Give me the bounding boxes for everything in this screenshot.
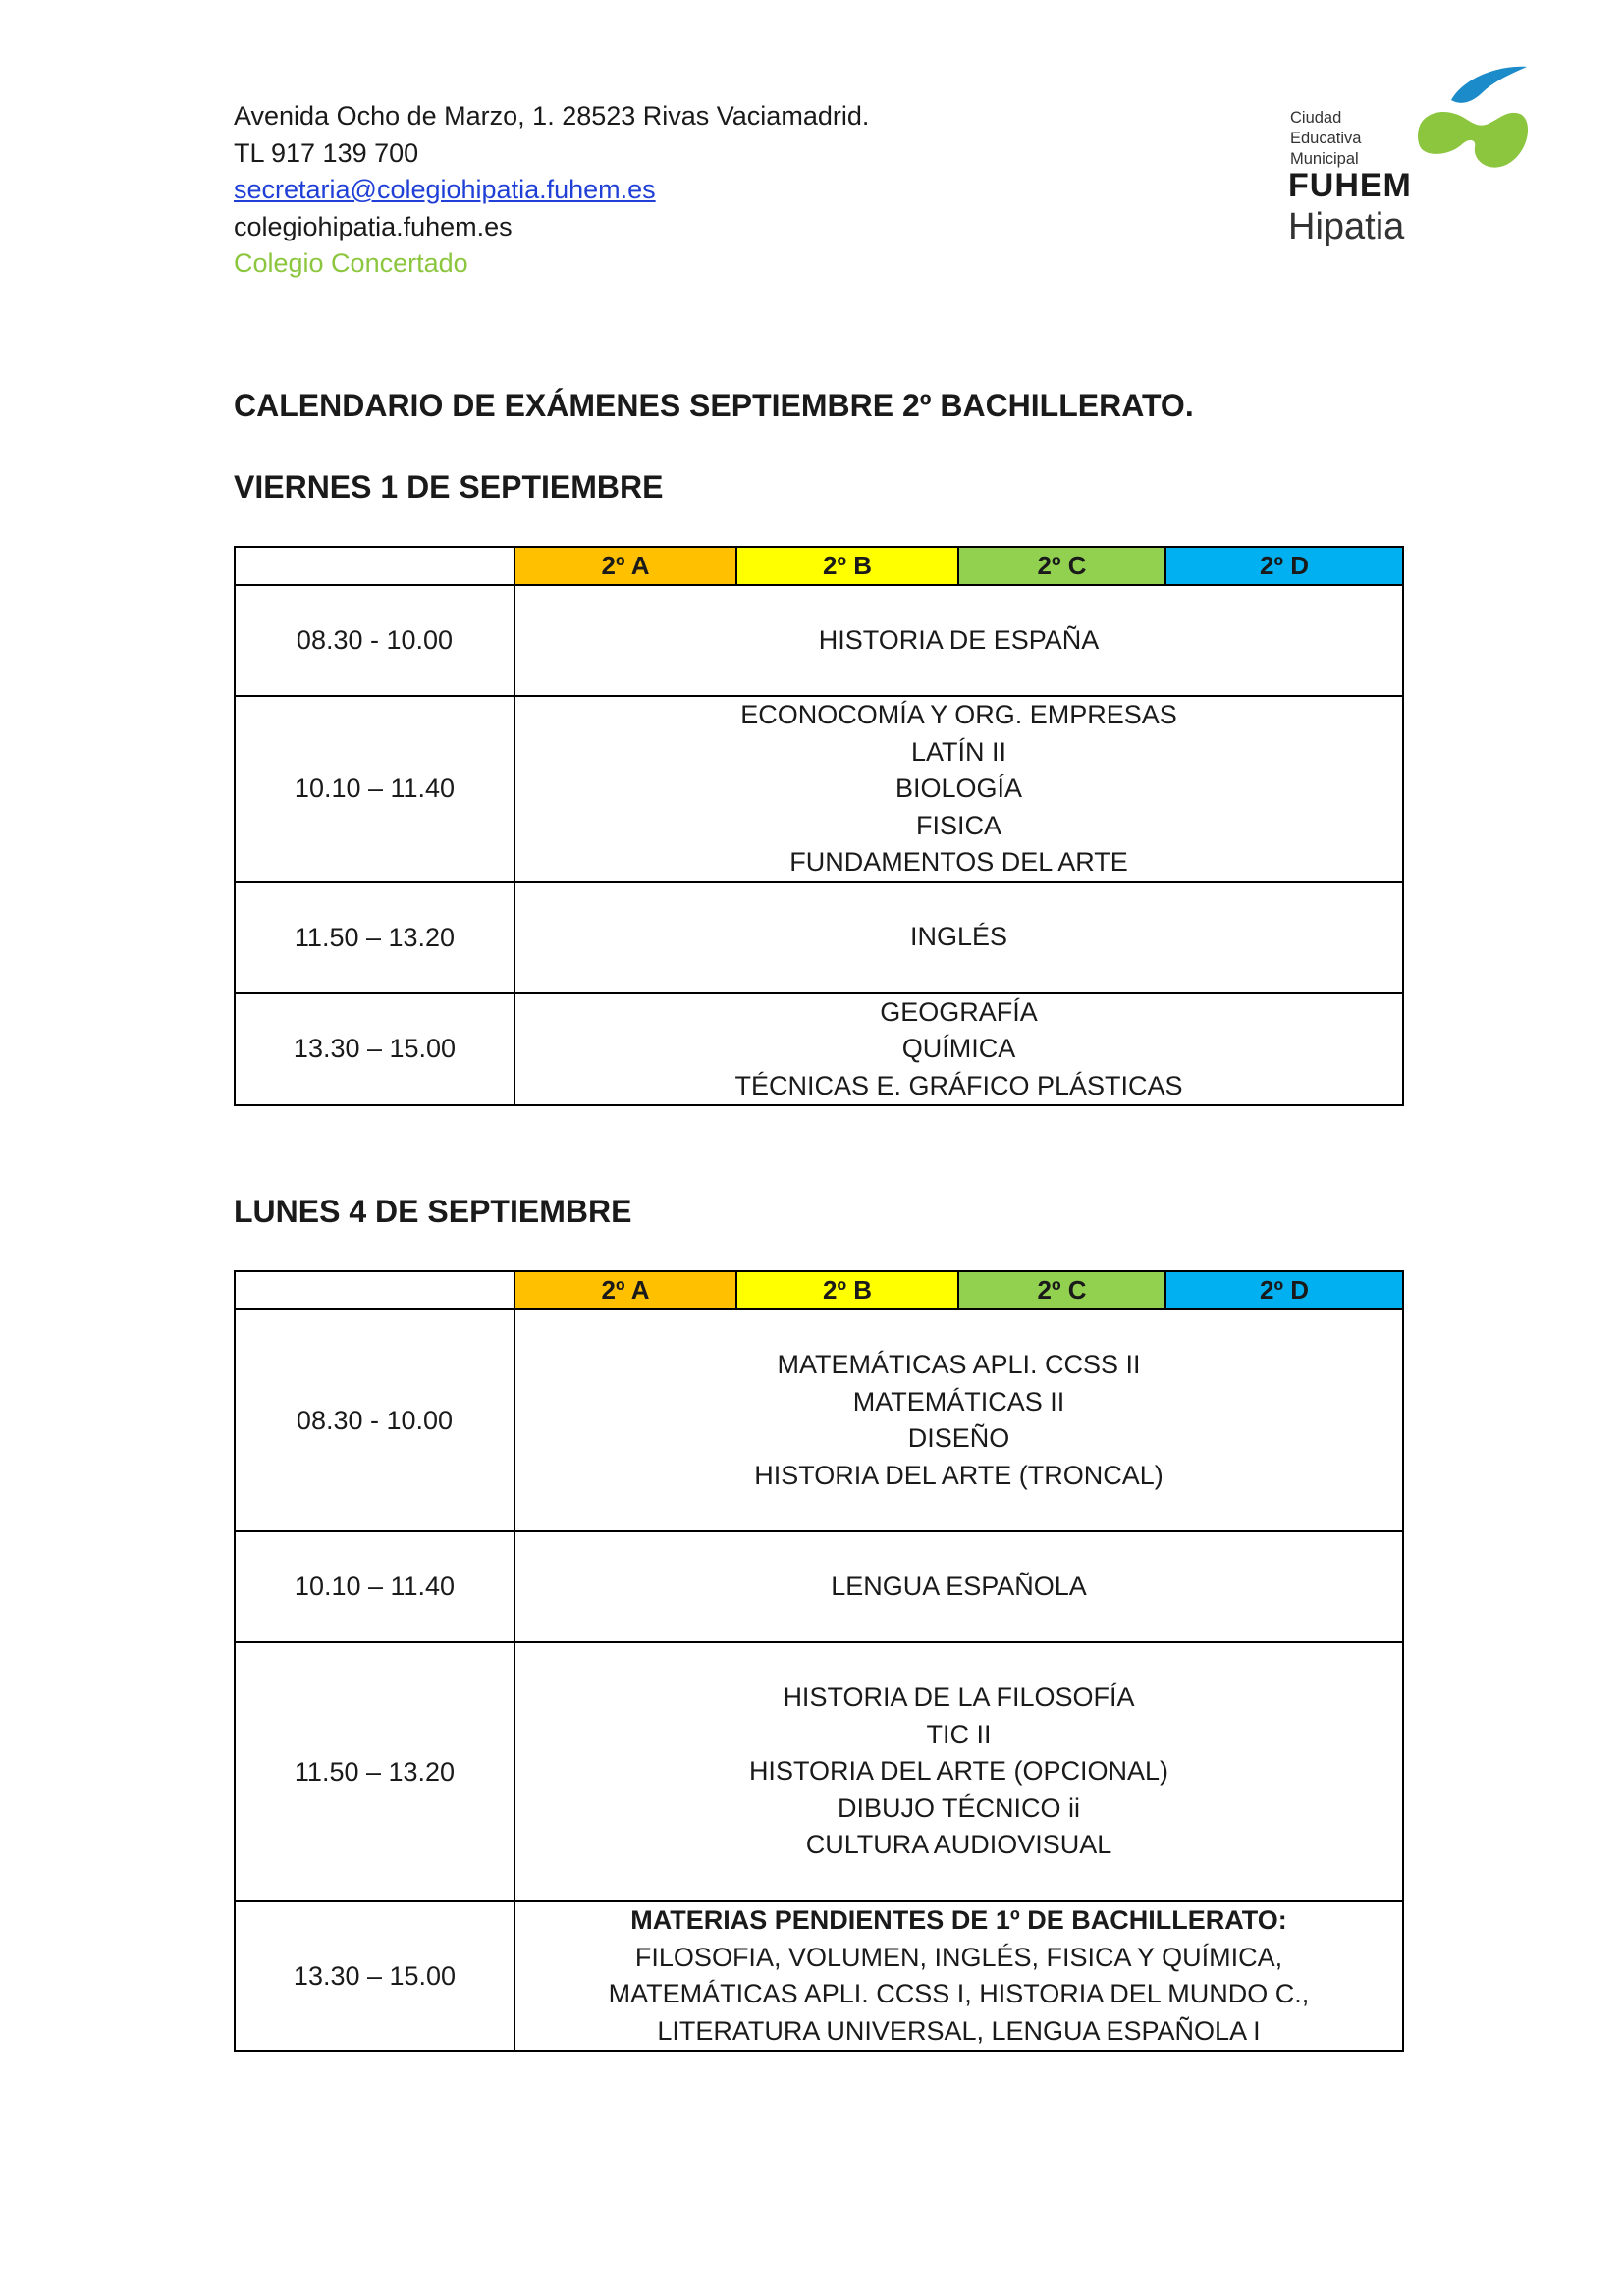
table-row bbox=[235, 585, 1403, 696]
subject: GEOGRAFÍA bbox=[880, 996, 1038, 1027]
email-link[interactable]: secretaria@colegiohipatia.fuhem.es bbox=[234, 175, 656, 204]
table-row bbox=[235, 1901, 1403, 2051]
subject: TIC II bbox=[926, 1719, 992, 1749]
logo-line2: Educativa bbox=[1290, 130, 1362, 147]
subjects-cell bbox=[514, 993, 1403, 1106]
table-row bbox=[235, 993, 1403, 1106]
group-header-d: 2º D bbox=[1165, 547, 1403, 585]
subject: LATÍN II bbox=[910, 736, 1007, 767]
subjects-cell bbox=[514, 1901, 1403, 2051]
address: Avenida Ocho de Marzo, 1. 28523 Rivas Vaciamadrid. bbox=[234, 101, 870, 131]
group-header-c: 2º C bbox=[958, 1271, 1165, 1309]
subject: MATEMÁTICAS APLI. CCSS II bbox=[777, 1350, 1141, 1379]
group-header-d: 2º D bbox=[1165, 1271, 1403, 1309]
logo-line1: Ciudad bbox=[1290, 109, 1342, 127]
subject: FISICA bbox=[915, 810, 1001, 840]
pending-heading: MATERIAS PENDIENTES DE 1º DE BACHILLERATO: bbox=[630, 1905, 1287, 1935]
schedule-table-1 bbox=[234, 546, 1404, 1106]
subject: HISTORIA DE LA FILOSOFÍA bbox=[783, 1682, 1135, 1713]
subject: DISEÑO bbox=[907, 1423, 1010, 1453]
subject: INGLÉS bbox=[909, 922, 1008, 952]
logo-line3: Municipal bbox=[1290, 150, 1359, 168]
logo-brand: FUHEM bbox=[1288, 167, 1412, 204]
day-title-1: VIERNES 1 DE SEPTIEMBRE bbox=[234, 469, 664, 505]
time-cell: 08.30 - 10.00 bbox=[235, 1309, 514, 1531]
table-row bbox=[235, 1531, 1403, 1642]
tagline: Colegio Concertado bbox=[234, 248, 468, 278]
subject: HISTORIA DEL ARTE (TRONCAL) bbox=[754, 1460, 1164, 1490]
subjects-cell bbox=[514, 696, 1403, 882]
subject: CULTURA AUDIOVISUAL bbox=[805, 1830, 1112, 1860]
table-row bbox=[235, 882, 1403, 993]
subject: FUNDAMENTOS DEL ARTE bbox=[789, 847, 1128, 877]
subject: LITERATURA UNIVERSAL, LENGUA ESPAÑOLA I bbox=[657, 2015, 1261, 2046]
time-cell: 10.10 – 11.40 bbox=[235, 1531, 514, 1642]
document-title: CALENDARIO DE EXÁMENES SEPTIEMBRE 2º BACHILLERATO. bbox=[234, 388, 1194, 423]
phone: TL 917 139 700 bbox=[234, 137, 419, 168]
group-header-b: 2º B bbox=[736, 1271, 958, 1309]
subject: DIBUJO TÉCNICO ii bbox=[837, 1792, 1081, 1823]
subject: MATEMÁTICAS II bbox=[852, 1386, 1065, 1416]
subject: MATEMÁTICAS APLI. CCSS I, HISTORIA DEL MUNDO C., bbox=[608, 1979, 1310, 2008]
subjects-cell bbox=[514, 1309, 1403, 1531]
table-row bbox=[235, 1642, 1403, 1901]
schedule-table-2 bbox=[234, 1270, 1404, 2052]
time-cell: 11.50 – 13.20 bbox=[235, 882, 514, 993]
subject: BIOLOGÍA bbox=[894, 774, 1023, 803]
subjects-cell bbox=[514, 882, 1403, 993]
subject: HISTORIA DE ESPAÑA bbox=[818, 624, 1100, 655]
school-logo bbox=[1276, 59, 1542, 255]
group-header-c: 2º C bbox=[958, 547, 1165, 585]
table-row bbox=[235, 696, 1403, 882]
group-header-b: 2º B bbox=[736, 547, 958, 585]
day-title-2: LUNES 4 DE SEPTIEMBRE bbox=[234, 1194, 632, 1229]
header-empty-cell bbox=[235, 547, 514, 585]
time-cell: 11.50 – 13.20 bbox=[235, 1642, 514, 1901]
time-cell: 10.10 – 11.40 bbox=[235, 696, 514, 882]
subjects-cell bbox=[514, 1531, 1403, 1642]
table-row bbox=[235, 1309, 1403, 1531]
subjects-cell bbox=[514, 585, 1403, 696]
header-empty-cell bbox=[235, 1271, 514, 1309]
time-cell: 13.30 – 15.00 bbox=[235, 993, 514, 1106]
subject: TÉCNICAS E. GRÁFICO PLÁSTICAS bbox=[734, 1070, 1183, 1100]
time-cell: 13.30 – 15.00 bbox=[235, 1901, 514, 2051]
subject: LENGUA ESPAÑOLA bbox=[831, 1571, 1087, 1601]
subject: HISTORIA DEL ARTE (OPCIONAL) bbox=[748, 1756, 1169, 1787]
website: colegiohipatia.fuhem.es bbox=[234, 211, 513, 241]
group-header-a: 2º A bbox=[514, 547, 736, 585]
contact-block bbox=[234, 98, 869, 283]
logo-mark-icon bbox=[1404, 59, 1532, 177]
logo-name: Hipatia bbox=[1288, 206, 1405, 247]
time-cell: 08.30 - 10.00 bbox=[235, 585, 514, 696]
subject: QUÍMICA bbox=[901, 1034, 1016, 1063]
group-header-a: 2º A bbox=[514, 1271, 736, 1309]
subject: ECONOCOMÍA Y ORG. EMPRESAS bbox=[740, 700, 1177, 729]
subject: FILOSOFIA, VOLUMEN, INGLÉS, FISICA Y QUÍMICA, bbox=[634, 1942, 1283, 1972]
subjects-cell bbox=[514, 1642, 1403, 1901]
